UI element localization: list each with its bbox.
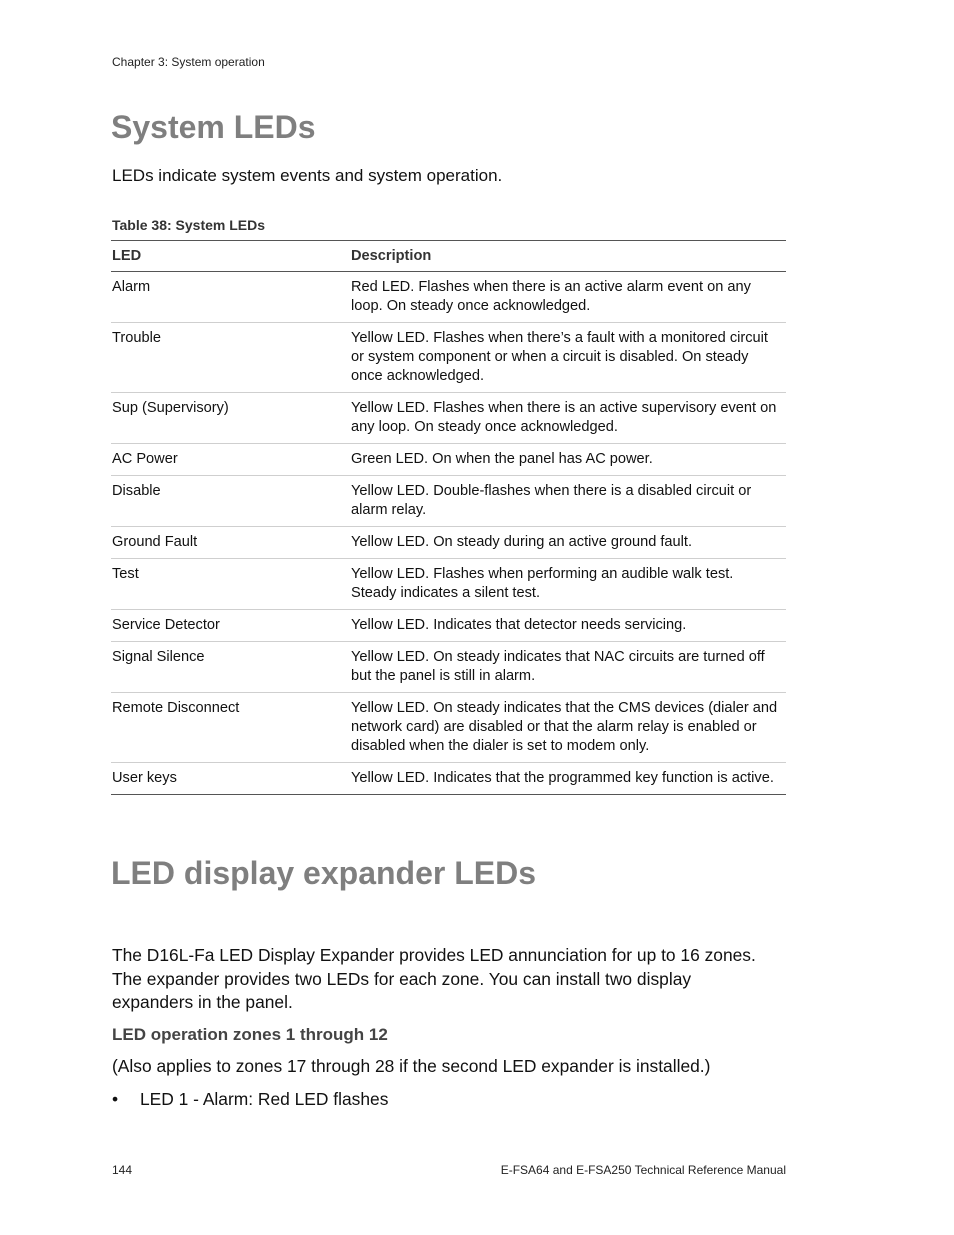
system-leds-table [111, 240, 786, 795]
section-intro: LEDs indicate system events and system operation. [112, 166, 503, 185]
led-name: User keys [111, 763, 350, 795]
led-description: Yellow LED. Flashes when there’s a fault with a monitored circuit or system component or when a circuit is disabled. On steady once acknowledged. [350, 323, 786, 393]
led-name: AC Power [111, 444, 350, 476]
led-description: Yellow LED. Flashes when performing an audible walk test. Steady indicates a silent test. [350, 559, 786, 610]
led-name: Remote Disconnect [111, 693, 350, 763]
bullet-icon: • [112, 1089, 119, 1109]
led-description: Yellow LED. On steady during an active ground fault. [350, 527, 786, 559]
table-row [111, 559, 786, 610]
table-row [111, 323, 786, 393]
led-description: Yellow LED. Indicates that the programmed key function is active. [350, 763, 786, 795]
led-name: Alarm [111, 272, 350, 323]
led-description: Yellow LED. Indicates that detector needs servicing. [350, 610, 786, 642]
list-item [112, 1089, 388, 1110]
led-description: Yellow LED. Flashes when there is an active supervisory event on any loop. On steady once acknowledged. [350, 393, 786, 444]
section-title-led-display-expander: LED display expander LEDs [111, 855, 537, 891]
table-row [111, 527, 786, 559]
table-row [111, 476, 786, 527]
table-row [111, 610, 786, 642]
led-name: Service Detector [111, 610, 350, 642]
subheading-zones: LED operation zones 1 through 12 [112, 1025, 388, 1044]
led-description: Yellow LED. On steady indicates that the CMS devices (dialer and network card) are disabled or that the alarm relay is enabled or disabled when the dialer is set to modem only. [350, 693, 786, 763]
led-operation-list [112, 1089, 388, 1110]
led-description: Red LED. Flashes when there is an active alarm event on any loop. On steady once acknowledged. [350, 272, 786, 323]
table-row [111, 763, 786, 795]
column-header-description: Description [350, 241, 786, 272]
expander-paragraph: The D16L-Fa LED Display Expander provides LED annunciation for up to 16 zones. The expander provides two LEDs for each zone. You can install two display expanders in the panel. [112, 945, 756, 1012]
led-name: Ground Fault [111, 527, 350, 559]
led-description: Yellow LED. On steady indicates that NAC circuits are turned off but the panel is still in alarm. [350, 642, 786, 693]
table-caption: Table 38: System LEDs [112, 217, 266, 233]
led-name: Test [111, 559, 350, 610]
running-header: Chapter 3: System operation [112, 55, 265, 69]
led-description: Yellow LED. Double-flashes when there is a disabled circuit or alarm relay. [350, 476, 786, 527]
table-row [111, 693, 786, 763]
manual-title: E-FSA64 and E-FSA250 Technical Reference Manual [500, 1163, 786, 1177]
table-row [111, 444, 786, 476]
led-name: Sup (Supervisory) [111, 393, 350, 444]
zones-note: (Also applies to zones 17 through 28 if the second LED expander is installed.) [112, 1056, 711, 1076]
list-item-text: LED 1 - Alarm: Red LED flashes [140, 1089, 389, 1109]
table-row [111, 393, 786, 444]
table-row [111, 272, 786, 323]
led-name: Trouble [111, 323, 350, 393]
table-row [111, 642, 786, 693]
led-name: Signal Silence [111, 642, 350, 693]
led-name: Disable [111, 476, 350, 527]
page-number: 144 [112, 1163, 133, 1177]
column-header-led: LED [111, 241, 350, 272]
table-header-row [111, 241, 786, 272]
section-title-system-leds: System LEDs [111, 109, 316, 145]
led-description: Green LED. On when the panel has AC power. [350, 444, 786, 476]
